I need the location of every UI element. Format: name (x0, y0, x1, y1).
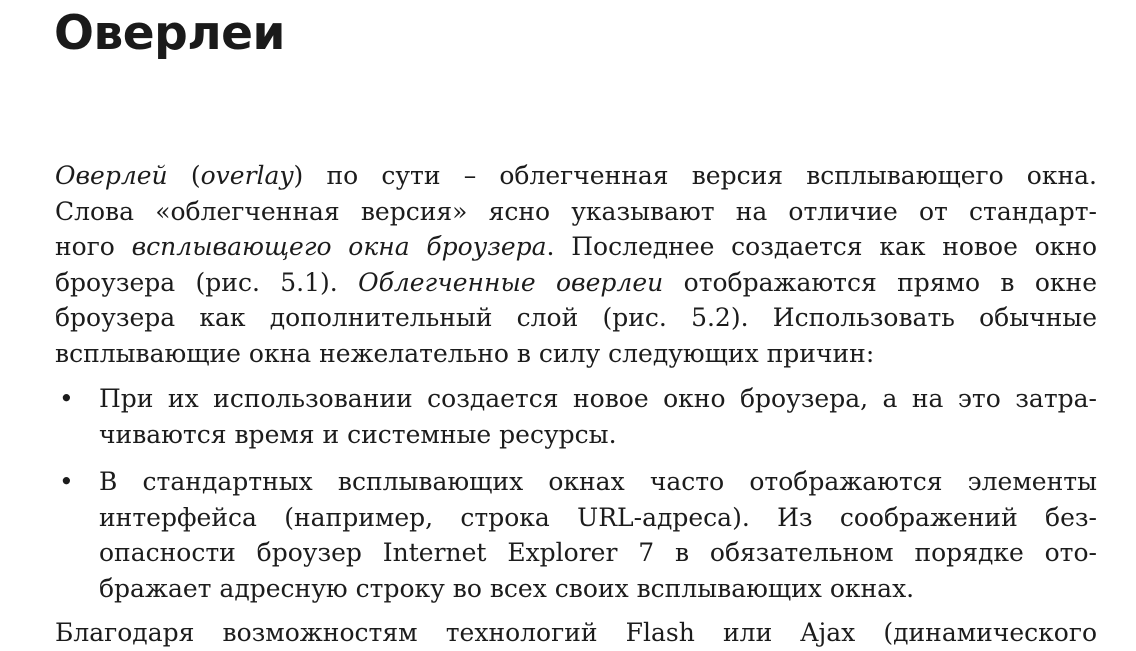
list-item-line: интерфейса (например, строка URL-адреса). Из соображений без- (99, 502, 1097, 532)
paragraph-line (55, 265, 1097, 301)
paragraph-line: всплывающие окна нежелательно в силу следующих причин: (55, 338, 875, 368)
term-browser-popup: всплывающего окна броузера (131, 232, 547, 262)
section-heading: Оверлеи (54, 6, 285, 61)
term-lightweight-overlays: Облегченные оверлеи (358, 267, 664, 297)
paragraph-line: Благодаря возможностям технологий Flash или Ajax (динамического (55, 618, 1097, 647)
next-paragraph (55, 615, 1097, 651)
list-item-text (99, 464, 1097, 606)
term-overlay: Оверлей (55, 161, 168, 190)
text-fragment: ( (167, 161, 201, 190)
list-item-line: бражает адресную строку во всех своих всплывающих окнах. (99, 573, 915, 603)
paragraph-line (55, 158, 1097, 194)
bullet-icon: • (59, 384, 74, 413)
text-fragment: . Последнее создается как новое окно (546, 232, 1098, 262)
bullet-icon: • (59, 467, 74, 496)
text-fragment: отображаются прямо в окне (663, 267, 1097, 297)
list-item-line: При их использовании создается новое окно броузера, а на это затра- (99, 384, 1097, 413)
term-overlay-english: overlay (200, 161, 294, 190)
paragraph-line: броузера как дополнительный слой (рис. 5.2). Использовать обычные (55, 303, 1097, 333)
list-item-line: В стандартных всплывающих окнах часто отображаются элементы (99, 467, 1097, 496)
intro-paragraph (55, 158, 1097, 372)
list-item-line: чиваются время и системные ресурсы. (99, 419, 617, 449)
text-fragment: ) по сути – облегченная версия всплывающего окна. (293, 161, 1097, 190)
paragraph-line (55, 229, 1097, 265)
paragraph-line: Слова «облегченная версия» ясно указывают на отличие от стандарт- (55, 196, 1097, 226)
text-fragment: броузера (рис. 5.1). (55, 267, 359, 297)
list-item-text (99, 381, 1097, 452)
list-item-line: опасности броузер Internet Explorer 7 в обязательном порядке ото- (99, 538, 1097, 568)
text-fragment: ного (55, 232, 132, 262)
